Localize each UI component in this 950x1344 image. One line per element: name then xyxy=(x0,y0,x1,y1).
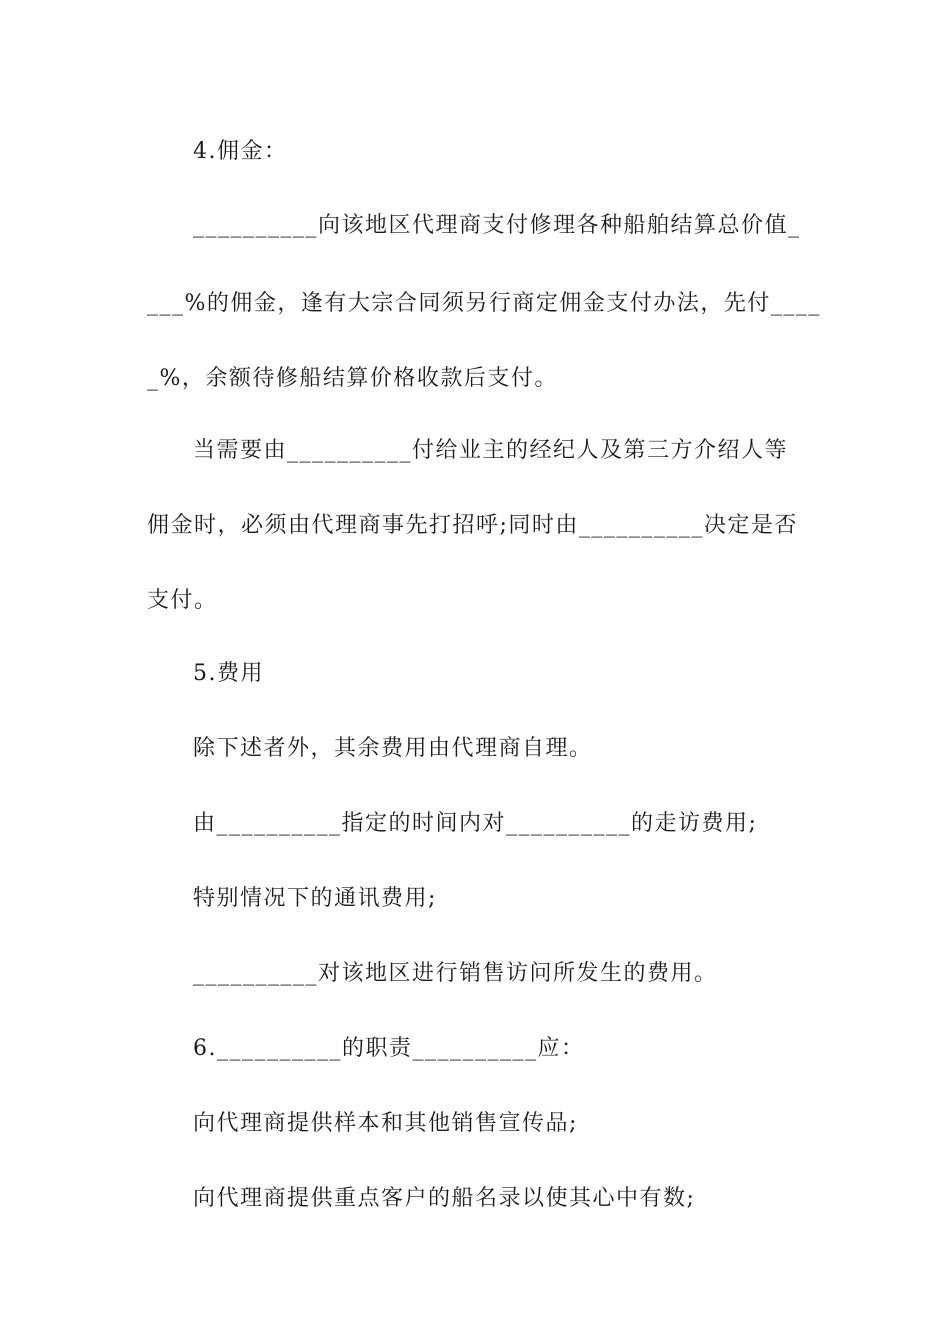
paragraph-line: __________向该地区代理商支付修理各种船舶结算总价值_ xyxy=(193,213,801,238)
section-heading-commission: 4.佣金： xyxy=(193,139,288,164)
paragraph-line: 向代理商提供重点客户的船名录以使其心中有数; xyxy=(193,1186,696,1211)
paragraph-line: 除下述者外，其余费用由代理商自理。 xyxy=(193,736,593,761)
paragraph-line: ___%的佣金，逢有大宗合同须另行商定佣金支付办法，先付____ xyxy=(147,291,821,316)
paragraph-line: 向代理商提供样本和其他销售宣传品; xyxy=(193,1111,578,1136)
paragraph-line: _%，余额待修船结算价格收款后支付。 xyxy=(147,366,558,391)
paragraph-line: 由__________指定的时间内对__________的走访费用; xyxy=(193,811,758,836)
section-heading-duties: 6.__________的职责__________应： xyxy=(193,1036,585,1061)
paragraph-line: 佣金时，必须由代理商事先打招呼;同时由__________决定是否 xyxy=(147,513,798,538)
paragraph-line: 特别情况下的通讯费用; xyxy=(193,886,437,911)
section-heading-expenses: 5.费用 xyxy=(193,661,264,686)
paragraph-line: 支付。 xyxy=(147,588,218,613)
paragraph-line: __________对该地区进行销售访问所发生的费用。 xyxy=(193,961,718,986)
paragraph-line: 当需要由__________付给业主的经纪人及第三方介绍人等 xyxy=(193,438,789,463)
